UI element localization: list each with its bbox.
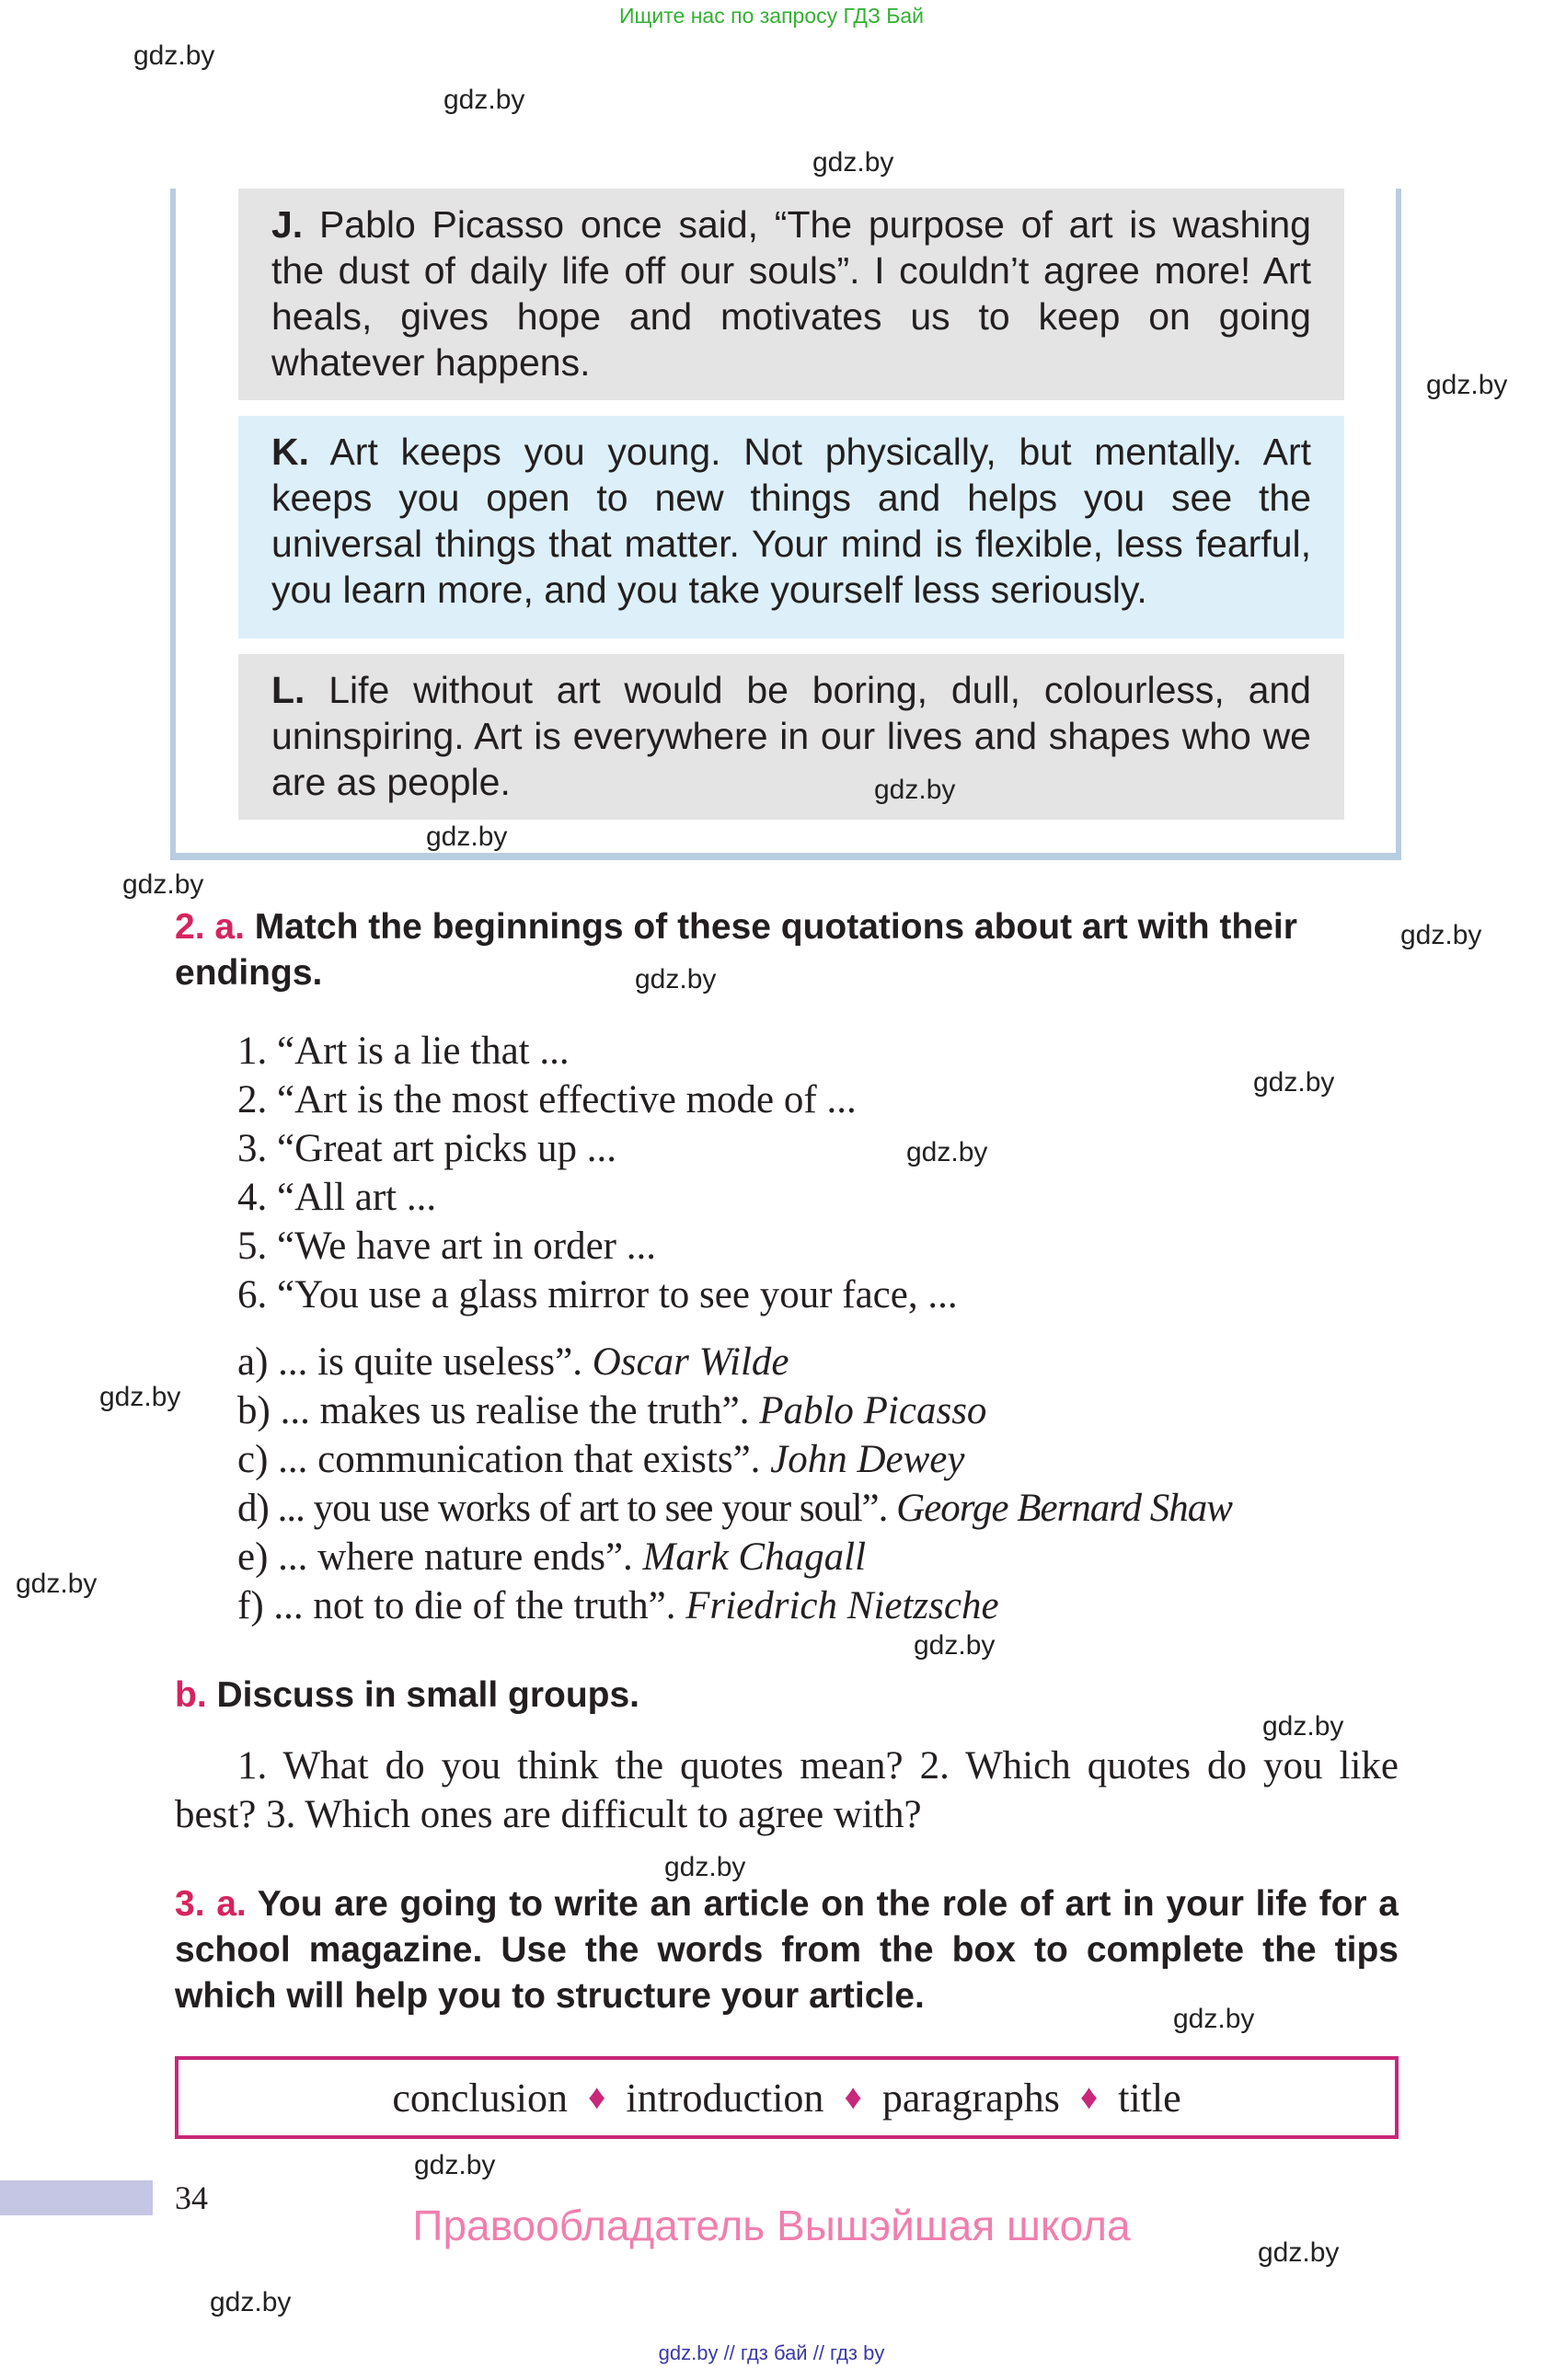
ending-author: John Dewey [770, 1438, 965, 1481]
task-number: 2. [175, 907, 205, 947]
watermark: gdz.by [1258, 2237, 1340, 2268]
word-item: conclusion [392, 2075, 568, 2121]
task-instruction: Match the beginnings of these quotations about art with their endings. [175, 907, 1297, 993]
list-item: 4. “All art ... [237, 1176, 437, 1219]
task-part: a. [216, 1884, 247, 1924]
card-letter: J. [271, 203, 304, 246]
card-letter: K. [271, 431, 309, 473]
watermark: gdz.by [426, 822, 508, 852]
card-j [238, 189, 1344, 400]
page-number: 34 [175, 2179, 208, 2216]
watermark: gdz.by [1262, 1711, 1344, 1742]
ending-text: f) ... not to die of the truth”. [237, 1584, 676, 1627]
task-instruction: You are going to write an article on the role of art in your life for a school magazine. Use the words from the box to complete the tips which will help you to structure your article. [175, 1884, 1399, 2016]
watermark: gdz.by [635, 964, 717, 995]
ending-text: c) ... communication that exists”. [237, 1438, 761, 1481]
card-l [238, 654, 1344, 820]
task-2b-instruction [175, 1673, 1399, 1719]
ending-text: d) ... you use works of art to see your soul”. [237, 1487, 888, 1530]
list-item: 3. “Great art picks up ... [237, 1127, 616, 1170]
ending-author: Pablo Picasso [759, 1389, 987, 1432]
watermark: gdz.by [664, 1852, 746, 1882]
list-item [237, 1581, 1232, 1630]
watermark: gdz.by [99, 1382, 181, 1412]
watermark: gdz.by [1426, 370, 1508, 400]
watermark: gdz.by [1400, 920, 1482, 950]
card-text: Pablo Picasso once said, “The purpose of art is washing the dust of daily life off our souls”. I couldn’t agree more! Art heals, gives hope and motivates us to keep on going whatever happens. [271, 203, 1311, 384]
ending-text: e) ... where nature ends”. [237, 1535, 633, 1579]
list-item: 2. “Art is the most effective mode of ... [237, 1078, 857, 1121]
task-2a-instruction [175, 904, 1399, 996]
list-item [237, 1338, 1232, 1386]
ending-text: a) ... is quite useless”. [237, 1340, 582, 1384]
watermark: gdz.by [414, 2150, 496, 2180]
ending-author: Friedrich Nietzsche [685, 1584, 999, 1627]
list-item [237, 1533, 1232, 1581]
task-instruction: Discuss in small groups. [216, 1675, 639, 1715]
ending-text: b) ... makes us realise the truth”. [237, 1389, 750, 1432]
word-item: title [1118, 2075, 1181, 2121]
watermark: gdz.by [914, 1630, 996, 1661]
card-k [238, 416, 1344, 638]
watermark: gdz.by [443, 85, 525, 115]
ending-author: Oscar Wilde [592, 1340, 789, 1384]
quote-beginnings-list [237, 1027, 958, 1319]
copyright-notice: Правообладатель Вышэйшая школа [412, 2202, 1131, 2249]
watermark: gdz.by [1173, 2004, 1255, 2034]
bottom-links[interactable]: gdz.by // гдз бай // гдз by [658, 2341, 885, 2364]
ending-author: Mark Chagall [642, 1535, 867, 1579]
watermark: gdz.by [210, 2287, 292, 2317]
list-item: 6. “You use a glass mirror to see your face, ... [237, 1273, 958, 1316]
ending-author: George Bernard Shaw [896, 1487, 1232, 1530]
watermark: gdz.by [133, 40, 215, 71]
list-item [237, 1386, 1232, 1435]
discussion-questions: 1. What do you think the quotes mean? 2. Which quotes do you like best? 3. Which ones are difficult to agree with? [175, 1744, 1399, 1836]
task-part: a. [214, 907, 245, 947]
diamond-icon: ♦ [587, 2077, 606, 2117]
quote-endings-list [237, 1338, 1232, 1630]
watermark: gdz.by [16, 1569, 98, 1599]
watermark: gdz.by [874, 775, 956, 805]
task-3a-instruction [175, 1881, 1399, 2019]
list-item [237, 1435, 1232, 1484]
top-banner[interactable]: Ищите нас по запросу ГДЗ Бай [618, 4, 925, 28]
card-text: Art keeps you young. Not physically, but mentally. Art keeps you open to new things and helps you see the universal things that matter. Your mind is flexible, less fearful, you learn more, and you take yourself less seriously. [271, 431, 1311, 611]
watermark: gdz.by [812, 147, 894, 178]
watermark: gdz.by [122, 869, 204, 900]
list-item [237, 1484, 1232, 1533]
card-letter: L. [271, 669, 305, 711]
watermark: gdz.by [1253, 1067, 1335, 1098]
word-box [175, 2056, 1399, 2139]
word-item: paragraphs [881, 2075, 1060, 2121]
list-item: 5. “We have art in order ... [237, 1224, 657, 1268]
task-number: 3. [175, 1884, 205, 1924]
watermark: gdz.by [906, 1137, 988, 1167]
diamond-icon: ♦ [1079, 2077, 1099, 2117]
task-part: b. [175, 1675, 207, 1715]
word-item: introduction [626, 2075, 824, 2121]
list-item: 1. “Art is a lie that ... [237, 1029, 570, 1073]
diamond-icon: ♦ [844, 2077, 862, 2117]
card-text: Life without art would be boring, dull, colourless, and uninspiring. Art is everywhere in our lives and shapes who we are as people. [271, 669, 1311, 803]
